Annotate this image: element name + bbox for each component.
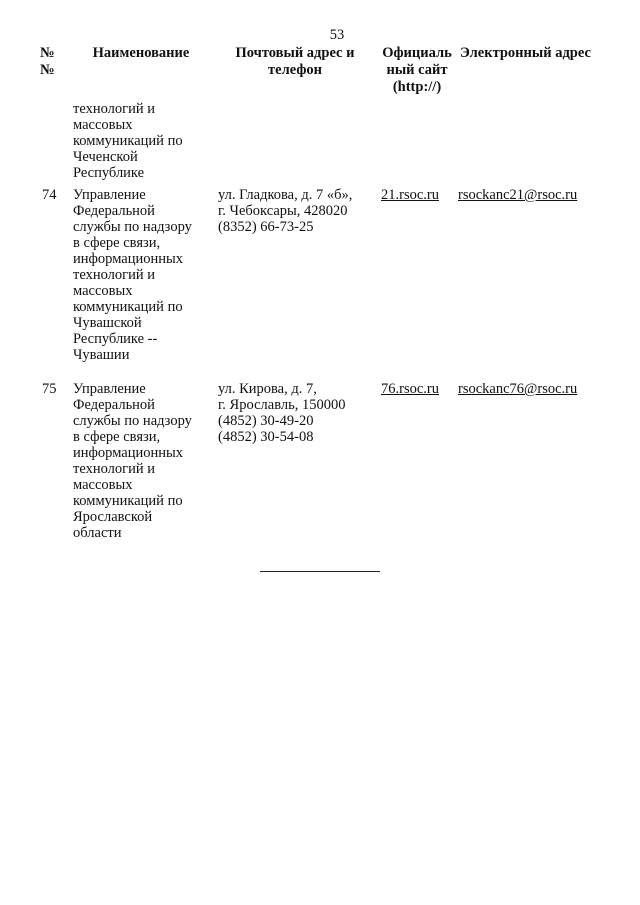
row-site-link[interactable]: 76.rsoc.ru <box>381 381 439 397</box>
row-name-line: Чувашии <box>73 347 130 363</box>
row-name-line: коммуникаций по <box>73 299 183 315</box>
row-email-link[interactable]: rsockanc21@rsoc.ru <box>458 187 578 203</box>
row-address <box>218 381 376 445</box>
row-number: 75 <box>42 381 57 397</box>
row-name-line: Федеральной <box>73 397 155 413</box>
row-name-line: Управление <box>73 187 146 203</box>
row-address-line: ул. Кирова, д. 7, <box>218 381 317 397</box>
header-name <box>80 45 202 62</box>
row-name-line: Управление <box>73 381 146 397</box>
row-address-line: (4852) 30-54-08 <box>218 429 314 445</box>
row-name <box>73 101 213 181</box>
header-number-line: № <box>40 45 55 61</box>
header-site-line: ный сайт <box>386 62 448 78</box>
row-name-line: Ярославской <box>73 509 153 525</box>
header-site <box>378 45 456 96</box>
row-name-line: Республике <box>73 165 145 181</box>
row-name-line: технологий и <box>73 461 155 477</box>
row-name-line: в сфере связи, <box>73 429 161 445</box>
header-address-line: Почтовый адрес и <box>235 45 355 61</box>
row-address-line: (4852) 30-49-20 <box>218 413 314 429</box>
row-address-line: ул. Гладкова, д. 7 «б», <box>218 187 353 203</box>
row-name-line: информационных <box>73 445 183 461</box>
row-email-link[interactable]: rsockanc76@rsoc.ru <box>458 381 578 397</box>
row-name-line: массовых <box>73 283 133 299</box>
row-name-line: коммуникаций по <box>73 133 183 149</box>
page-number: 53 <box>329 27 345 43</box>
row-name-line: Федеральной <box>73 203 155 219</box>
header-name-line: Наименование <box>92 45 190 61</box>
row-name-line: службы по надзору <box>73 219 192 235</box>
row-name-line: Чеченской <box>73 149 138 165</box>
row-number: 74 <box>42 187 57 203</box>
row-name <box>73 187 213 363</box>
row-name-line: информационных <box>73 251 183 267</box>
row-name-line: в сфере связи, <box>73 235 161 251</box>
header-address-line: телефон <box>268 62 322 78</box>
row-name-line: области <box>73 525 122 541</box>
row-address <box>218 187 376 235</box>
header-site-line: Официаль <box>382 45 452 61</box>
header-email <box>460 45 608 62</box>
header-email-line: Электронный адрес <box>460 45 591 61</box>
header-number <box>40 45 62 79</box>
row-address-line: г. Ярославль, 150000 <box>218 397 346 413</box>
end-divider <box>260 571 380 572</box>
row-site-link[interactable]: 21.rsoc.ru <box>381 187 439 203</box>
row-name-line: массовых <box>73 117 133 133</box>
row-name-line: Республике -- <box>73 331 158 347</box>
row-name <box>73 381 213 541</box>
header-site-line: (http://) <box>392 79 442 95</box>
row-address-line: (8352) 66-73-25 <box>218 219 314 235</box>
row-address-line: г. Чебоксары, 428020 <box>218 203 348 219</box>
row-name-line: Чувашской <box>73 315 142 331</box>
row-name-line: технологий и <box>73 267 155 283</box>
row-name-line: службы по надзору <box>73 413 192 429</box>
row-name-line: коммуникаций по <box>73 493 183 509</box>
header-address <box>224 45 366 79</box>
row-name-line: массовых <box>73 477 133 493</box>
header-number-line: № <box>40 62 55 78</box>
row-name-line: технологий и <box>73 101 155 117</box>
